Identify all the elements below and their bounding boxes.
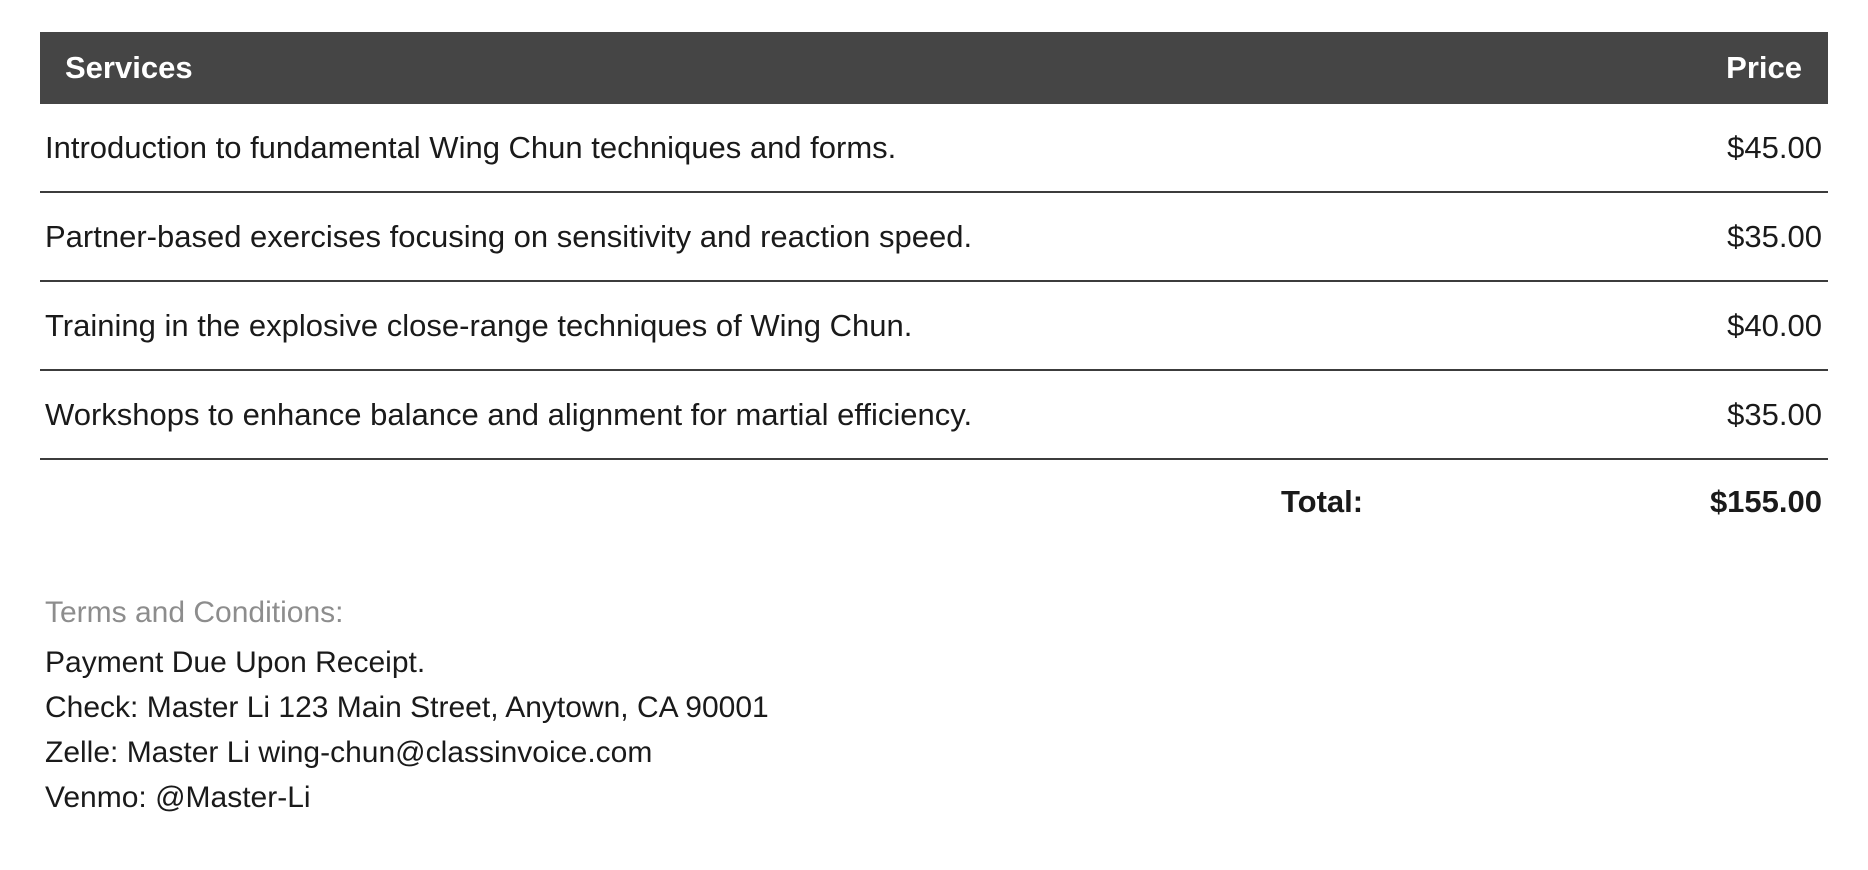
table-row (40, 104, 1828, 192)
service-price: $35.00 (1363, 192, 1828, 281)
column-header-price: Price (1726, 50, 1802, 85)
service-price: $35.00 (1363, 370, 1828, 459)
total-label: Total: (1281, 484, 1364, 519)
total-amount: $155.00 (1709, 484, 1822, 519)
service-price: $45.00 (1363, 104, 1828, 192)
service-price: $40.00 (1363, 281, 1828, 370)
terms-line-venmo: Venmo: @Master-Li (45, 781, 311, 814)
terms-and-conditions-section (40, 596, 1828, 820)
services-price-table (40, 32, 1828, 544)
service-description: Workshops to enhance balance and alignment for martial efficiency. (40, 370, 1363, 459)
service-description: Partner-based exercises focusing on sensitivity and reaction speed. (40, 192, 1363, 281)
table-row (40, 370, 1828, 459)
table-header (40, 32, 1828, 104)
table-row (40, 281, 1828, 370)
terms-heading: Terms and Conditions: (45, 596, 344, 629)
table-body (40, 104, 1828, 544)
column-header-services: Services (65, 50, 193, 85)
terms-line-zelle: Zelle: Master Li wing-chun@classinvoice.com (45, 736, 653, 769)
table-total-row (40, 459, 1828, 544)
terms-line-payment: Payment Due Upon Receipt. (45, 646, 426, 679)
table-row (40, 192, 1828, 281)
service-description: Introduction to fundamental Wing Chun techniques and forms. (40, 104, 1363, 192)
service-description: Training in the explosive close-range techniques of Wing Chun. (40, 281, 1363, 370)
terms-line-check: Check: Master Li 123 Main Street, Anytown, CA 90001 (45, 691, 769, 724)
table-header-row (40, 32, 1828, 104)
